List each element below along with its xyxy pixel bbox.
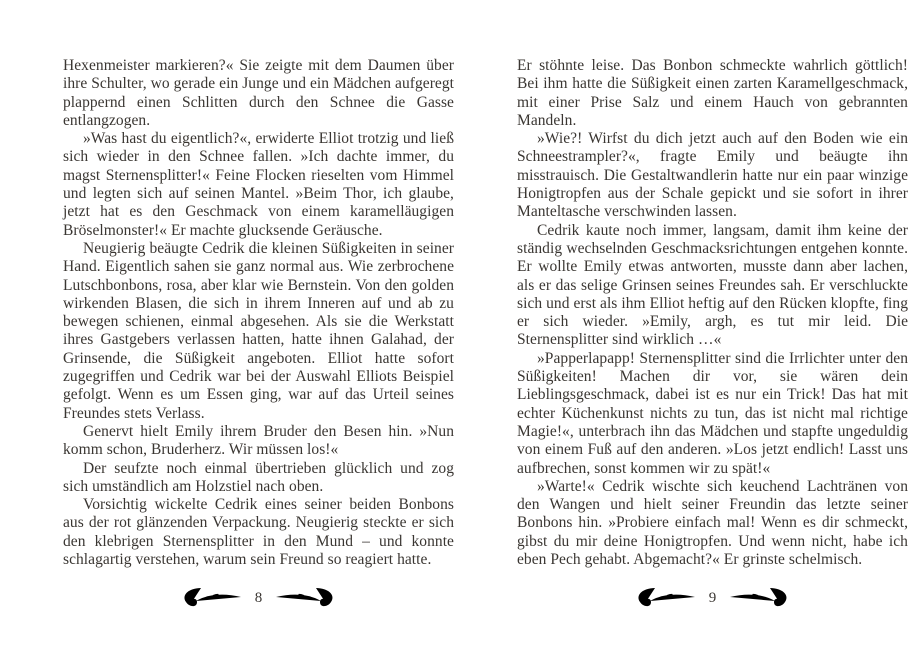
paragraph: »Papperlapapp! Sternensplitter sind die Irrlichter unter den Süßigkeiten! Machen dir vor, sie wären dein Lieblingsgeschmack, dabei ist es nur ein Trick! Das hat mit echter Küchenkunst nichts zu tun, das ist nicht mal richtige Magie!«, unterbrach ihn das Mädchen und stapfte ungeduldig von einem Fuß auf den anderen. »Los jetzt endlich! Lasst uns aufbrechen, sonst kommen wir zu spät!« [517, 349, 908, 477]
paragraph: »Warte!« Cedrik wischte sich keuchend Lachtränen von den Wangen und hielt seiner Freundin das letzte seiner Bonbons hin. »Probiere einfach mal! Wenn es dir schmeckt, gibst du mir deine Honigtropfen. Und wenn nicht, habe ich eben Pech gehabt. Abgemacht?« Er grinste schelmisch. [517, 477, 908, 569]
flourish-left-icon [178, 585, 242, 611]
paragraph: »Wie?! Wirfst du dich jetzt auch auf den Boden wie ein Schneestrampler?«, fragte Emily und beäugte ihn misstrauisch. Die Gestaltwandlerin hatte nur ein paar winzige Honigtropfen aus der Schale gepickt und sie sofort in ihrer Manteltasche verschwinden lassen. [517, 130, 908, 221]
paragraph: Er stöhnte leise. Das Bonbon schmeckte wahrlich göttlich! Bei ihm hatte die Süßigkeit einen zarten Karamellgeschmack, mit einer Prise Salz und einem Hauch von gebrannten Mandeln. [517, 57, 908, 129]
page-number-right: 9 [708, 589, 717, 606]
paragraph: Der seufzte noch einmal übertrieben glücklich und zog sich umständlich am Holzstiel nach oben. [63, 459, 454, 495]
page-number-left: 8 [254, 589, 263, 606]
book-page-right [517, 57, 908, 569]
paragraph: Vorsichtig wickelte Cedrik eines seiner beiden Bonbons aus der rot glänzenden Verpackung. Neugierig steckte er sich den klebrigen Sternensplitter in den Mund – und konnte schlagartig verstehen, warum sein Freund so reagiert hatte. [63, 496, 454, 569]
page-number-footer-left [63, 583, 454, 613]
paragraph: Cedrik kaute noch immer, langsam, damit ihm keine der ständig wechselnden Geschmacksrichtungen entgehen konnte. Er wollte Emily etwas antworten, musste dann aber lachen, als er das selige Grinsen seines Freundes sah. Er verschluckte sich und erst als ihm Elliot heftig auf den Rücken klopfte, fing er sich wieder. »Emily, argh, es tut mir leid. Die Sternensplitter sind wirklich …« [517, 221, 908, 349]
flourish-left-icon [632, 585, 696, 611]
paragraph: Genervt hielt Emily ihrem Bruder den Besen hin. »Nun komm schon, Bruderherz. Wir müssen los!« [63, 422, 454, 459]
page-number-footer-right [517, 583, 908, 613]
paragraph: »Was hast du eigentlich?«, erwiderte Elliot trotzig und ließ sich wieder in den Schnee fallen. »Ich dachte immer, du magst Sternensplitter!« Feine Flocken rieselten vom Himmel und legten sich auf seinen Mantel. »Beim Thor, ich glaube, jetzt hat es den Geschmack von einem karamelläugigen Bröselmonster!« Er machte glucksende Geräusche. [63, 130, 454, 239]
book-page-left [63, 57, 454, 569]
flourish-right-icon [729, 585, 793, 611]
paragraph: Hexenmeister markieren?« Sie zeigte mit dem Daumen über ihre Schulter, wo gerade ein Junge und ein Mädchen aufgeregt plappernd einen Schlitten durch den Schnee die Gasse entlangzogen. [63, 57, 454, 129]
flourish-right-icon [275, 585, 339, 611]
paragraph: Neugierig beäugte Cedrik die kleinen Süßigkeiten in seiner Hand. Eigentlich sahen sie ganz normal aus. Wie zerbrochene Lutschbonbons, rosa, aber klar wie Bernstein. Von den golden wirkenden Blasen, die sich in ihrem Inneren auf und ab zu bewegen schienen, einmal abgesehen. Als sie die Werkstatt ihres Gastgebers verlassen hatten, hatte ihnen Galahad, der Grinsende, die Süßigkeit angeboten. Elliot hatte sofort zugegriffen und Cedrik war bei der Auswahl Elliots Beispiel gefolgt. Wenn es um Essen ging, war auf das Urteil seines Freundes stets Verlass. [63, 239, 454, 422]
